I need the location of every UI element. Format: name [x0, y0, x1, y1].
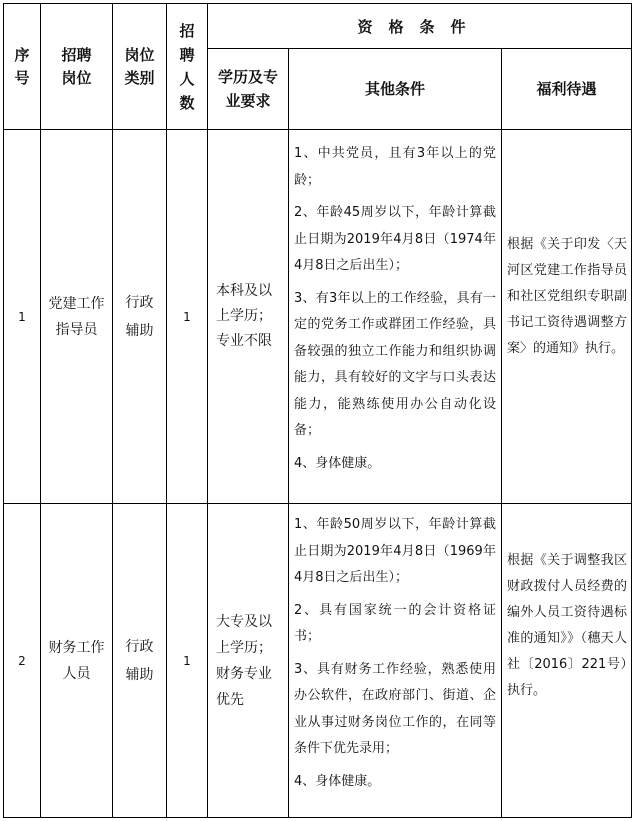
row1-position-text: 党建工作指导员	[48, 295, 105, 338]
col-divider	[501, 48, 502, 818]
table-border-bottom	[3, 817, 632, 818]
row2-condition-item: 3、具有财务工作经验，熟悉使用办公软件，在政府部门、街道、企业从事过财务岗位工作的，在同等条件下优先录用；	[294, 661, 496, 756]
row2-index	[4, 504, 40, 817]
col-divider	[288, 48, 289, 818]
header-category-text: 岗位类别	[124, 45, 155, 87]
row1-count	[167, 130, 207, 503]
row2-category-text: 行政辅助	[125, 638, 154, 683]
row2-conditions	[292, 512, 498, 801]
row2-category	[113, 504, 166, 817]
header-index-text: 序号	[14, 45, 30, 87]
header-welfare	[502, 49, 631, 129]
row2-condition-item: 1、年龄50周岁以下，年龄计算截止日期为2019年4月8日（1969年4月8日之后出生）；	[294, 517, 496, 585]
row1-conditions	[292, 141, 498, 483]
row2-education-line: 大专及以上学历；	[216, 613, 272, 656]
row1-condition-item: 1、中共党员，且有3年以上的党龄；	[294, 146, 496, 188]
header-position	[41, 4, 112, 129]
row2-condition-item: 2、具有国家统一的会计资格证书；	[294, 602, 496, 644]
row1-index	[4, 130, 40, 503]
header-qualifications-text: 资格条件	[357, 17, 482, 36]
row1-education	[208, 130, 288, 503]
row2-welfare-text: 根据《关于调整我区财政拨付人员经费的编外人员工资待遇标准的通知》》（穗天人社〔2016〕221号）执行。	[507, 553, 627, 698]
row1-count-text: 1	[183, 309, 191, 324]
header-other-text: 其他条件	[364, 79, 425, 98]
row1-position	[41, 130, 112, 503]
row2-education	[208, 504, 288, 817]
header-position-text: 招聘岗位	[61, 45, 92, 87]
table-border-right	[631, 3, 632, 818]
row1-welfare	[507, 232, 627, 362]
row1-category-text: 行政辅助	[125, 294, 154, 339]
row1-education-line: 专业不限	[216, 333, 272, 349]
row1-index-text: 1	[18, 309, 26, 324]
row2-education-line: 财务专业优先	[216, 665, 272, 708]
row1-education-line: 本科及以上学历；	[216, 283, 272, 324]
row2-position	[41, 504, 112, 817]
row2-count-text: 1	[183, 653, 191, 668]
row1-condition-item: 4、身体健康。	[294, 455, 381, 471]
row2-condition-item: 4、身体健康。	[294, 773, 381, 789]
header-other	[289, 49, 501, 129]
row1-condition-item: 2、年龄45周岁以下，年龄计算截止日期为2019年4月8日（1974年4月8日之后出生）；	[294, 205, 496, 273]
header-index	[4, 4, 40, 129]
row2-count	[167, 504, 207, 817]
header-education-text: 学历及专业要求	[217, 68, 278, 110]
header-count-text: 招聘人数	[179, 21, 195, 112]
row1-welfare-text: 根据《关于印发〈天河区党建工作指导员和社区党组织专职副书记工资待遇调整方案〉的通知》执行。	[507, 237, 627, 356]
row1-category	[113, 130, 166, 503]
row1-condition-item: 3、有3年以上的工作经验，具有一定的党务工作或群团工作经验，具备较强的独立工作能力和组织协调能力，具有较好的文字与口头表达能力，能熟练使用办公自动化设备；	[294, 290, 496, 438]
header-qualifications	[208, 4, 631, 48]
row2-position-text: 财务工作人员	[48, 639, 105, 682]
header-welfare-text: 福利待遇	[536, 79, 597, 98]
header-education	[208, 49, 288, 129]
row2-welfare	[507, 548, 627, 704]
row2-index-text: 2	[18, 653, 26, 668]
header-count	[167, 4, 207, 129]
header-category	[113, 4, 166, 129]
